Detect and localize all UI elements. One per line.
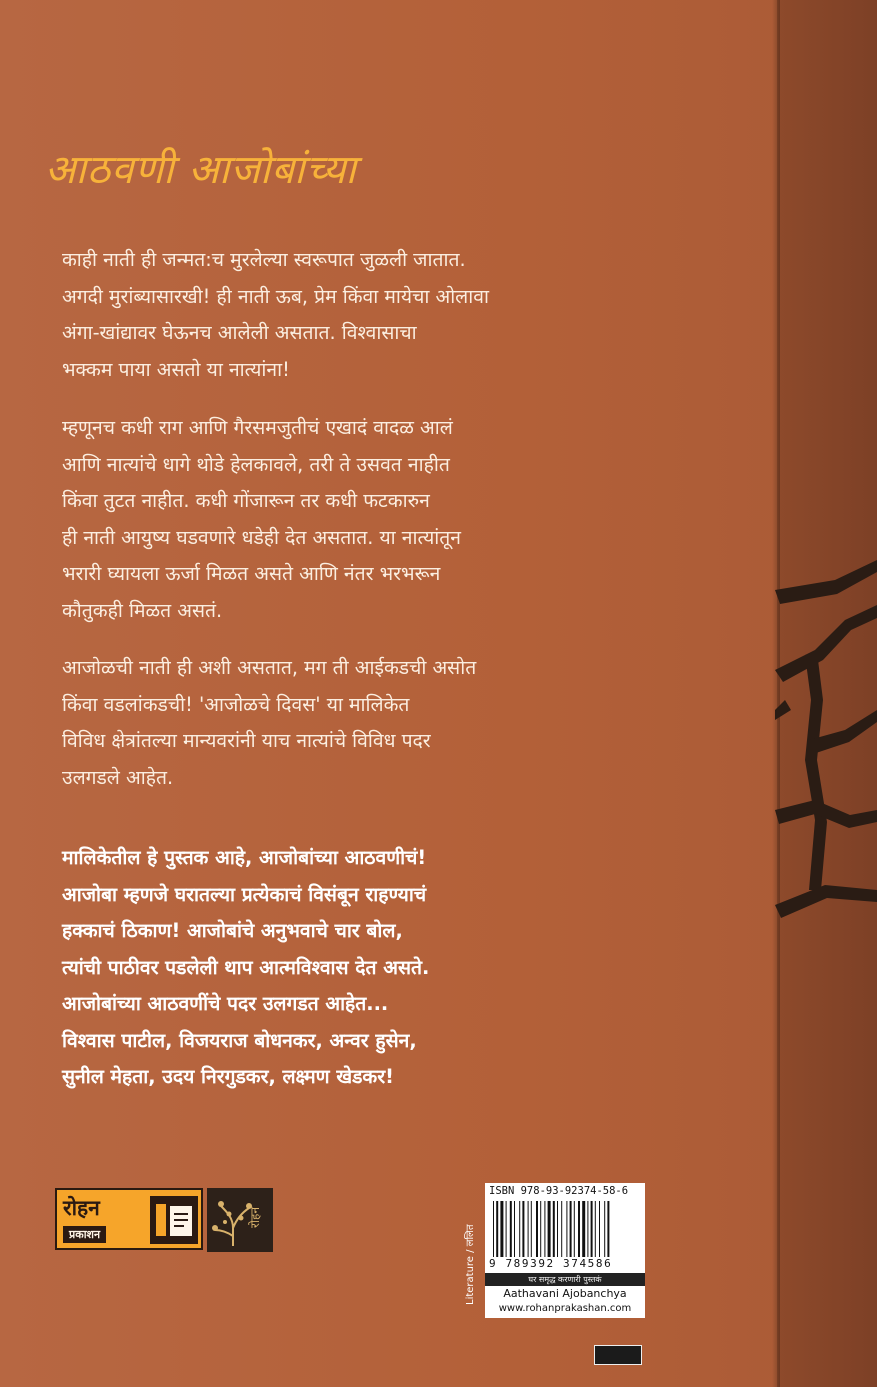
book-title: आठवणी आजोबांच्या bbox=[45, 147, 357, 193]
text-line: मालिकेतील हे पुस्तक आहे, आजोबांच्या आठवणीचं! bbox=[62, 846, 427, 869]
barcode-panel bbox=[485, 1183, 645, 1318]
barcode-bar bbox=[544, 1201, 545, 1257]
barcode-bar bbox=[607, 1201, 609, 1257]
text-line: आजोबांच्या आठवणींचे पदर उलगडत आहेत... bbox=[62, 992, 389, 1015]
barcode-bar bbox=[591, 1201, 593, 1257]
text-line: काही नाती ही जन्मत:च मुरलेल्या स्वरूपात जुळली जातात. bbox=[62, 248, 466, 271]
book-title-english: Aathavani Ajobanchya bbox=[503, 1287, 627, 1300]
barcode-bar bbox=[540, 1201, 541, 1257]
text-line: आजोबा म्हणजे घरातल्या प्रत्येकाचं विसंबून राहण्याचं bbox=[62, 882, 427, 906]
text-line: किंवा तुटत नाहीत. कधी गोंजारून तर कधी फटकारुन bbox=[62, 489, 430, 512]
barcode-bar bbox=[519, 1201, 520, 1257]
blurb-paragraph-1 bbox=[62, 242, 762, 388]
text-line: भक्कम पाया असतो या नात्यांना! bbox=[62, 357, 290, 381]
blurb-paragraph-3 bbox=[62, 650, 762, 796]
barcode-bar bbox=[536, 1201, 538, 1257]
isbn-label: ISBN 978-93-92374-58-6 bbox=[489, 1185, 629, 1197]
barcode-bar bbox=[522, 1201, 524, 1257]
text-line: आजोळची नाती ही अशी असतात, मग ती आईकडची असोत bbox=[62, 656, 477, 679]
price-sticker bbox=[594, 1345, 642, 1365]
blurb-paragraph-4 bbox=[62, 840, 762, 1096]
barcode-bar bbox=[578, 1201, 580, 1257]
imprint-label: रोहन bbox=[248, 1206, 262, 1228]
text-line: विविध क्षेत्रांतल्या मान्यवरांनी याच नात्यांचे विविध पदर bbox=[62, 729, 431, 752]
publisher-name: रोहन bbox=[63, 1196, 100, 1220]
text-line: भरारी घ्यायला ऊर्जा मिळत असते आणि नंतर भरभरून bbox=[62, 562, 441, 585]
text-line: आणि नात्यांचे धागे थोडे हेलकावले, तरी ते उसवत नाहीत bbox=[62, 452, 450, 476]
barcode-digits: 9 789392 374586 bbox=[489, 1257, 613, 1270]
text-line: अंगा-खांद्यावर घेऊनच आलेली असतात. विश्वासाचा bbox=[62, 321, 417, 344]
barcode-bar bbox=[514, 1201, 515, 1257]
barcode-bar bbox=[528, 1201, 529, 1257]
barcode-bar bbox=[548, 1201, 551, 1257]
text-line: किंवा वडलांकडची! 'आजोळचे दिवस' या मालिकेत bbox=[62, 692, 410, 716]
publisher-tagline: घर समृद्ध करणारी पुस्तकं bbox=[485, 1273, 645, 1286]
barcode-bar bbox=[595, 1201, 596, 1257]
barcode-bar bbox=[557, 1201, 558, 1257]
text-line: अगदी मुरांब्यासारखी! ही नाती ऊब, प्रेम किंवा मायेचा ओलावा bbox=[62, 284, 489, 308]
text-line: ही नाती आयुष्य घडवणारे धडेही देत असतात. या नात्यांतून bbox=[62, 525, 461, 549]
text-line: सुनील मेहता, उदय निरगुडकर, लक्ष्मण खेडकर! bbox=[62, 1065, 394, 1088]
barcode-bar bbox=[561, 1201, 562, 1257]
barcode-bar bbox=[510, 1201, 512, 1257]
book-icon bbox=[150, 1196, 198, 1244]
barcode-bar bbox=[599, 1201, 600, 1257]
barcode-icon bbox=[489, 1201, 639, 1257]
tree-imprint-icon bbox=[207, 1188, 273, 1252]
publisher-sub: प्रकाशन bbox=[63, 1226, 106, 1243]
tree-branch-illustration bbox=[775, 560, 877, 1060]
barcode-bar bbox=[574, 1201, 575, 1257]
barcode-bar bbox=[493, 1201, 494, 1257]
rohan-prakashan-logo bbox=[55, 1188, 203, 1250]
barcode-bar bbox=[587, 1201, 588, 1257]
barcode-bar bbox=[506, 1201, 507, 1257]
publisher-website: www.rohanprakashan.com bbox=[498, 1303, 632, 1314]
text-line: विश्वास पाटील, विजयराज बोधनकर, अन्वर हुसेन, bbox=[62, 1028, 417, 1052]
barcode-bar bbox=[496, 1201, 498, 1257]
barcode-bar bbox=[570, 1201, 572, 1257]
blurb-paragraph-2 bbox=[62, 410, 762, 629]
barcode-bar bbox=[553, 1201, 555, 1257]
text-line: कौतुकही मिळत असतं. bbox=[62, 598, 223, 622]
text-line: उलगडले आहेत. bbox=[62, 765, 174, 789]
text-line: हक्काचं ठिकाण! आजोबांचे अनुभवाचे चार बोल, bbox=[62, 919, 403, 942]
barcode-bar bbox=[604, 1201, 605, 1257]
barcode-bar bbox=[582, 1201, 585, 1257]
text-line: म्हणूनच कधी राग आणि गैरसमजुतीचं एखादं वादळ आलं bbox=[62, 416, 453, 439]
category-label: Literature / ललित bbox=[465, 1224, 476, 1305]
barcode-bar bbox=[566, 1201, 567, 1257]
barcode-bar bbox=[500, 1201, 503, 1257]
text-line: त्यांची पाठीवर पडलेली थाप आत्मविश्वास देत असते. bbox=[62, 955, 430, 979]
barcode-bar bbox=[531, 1201, 532, 1257]
